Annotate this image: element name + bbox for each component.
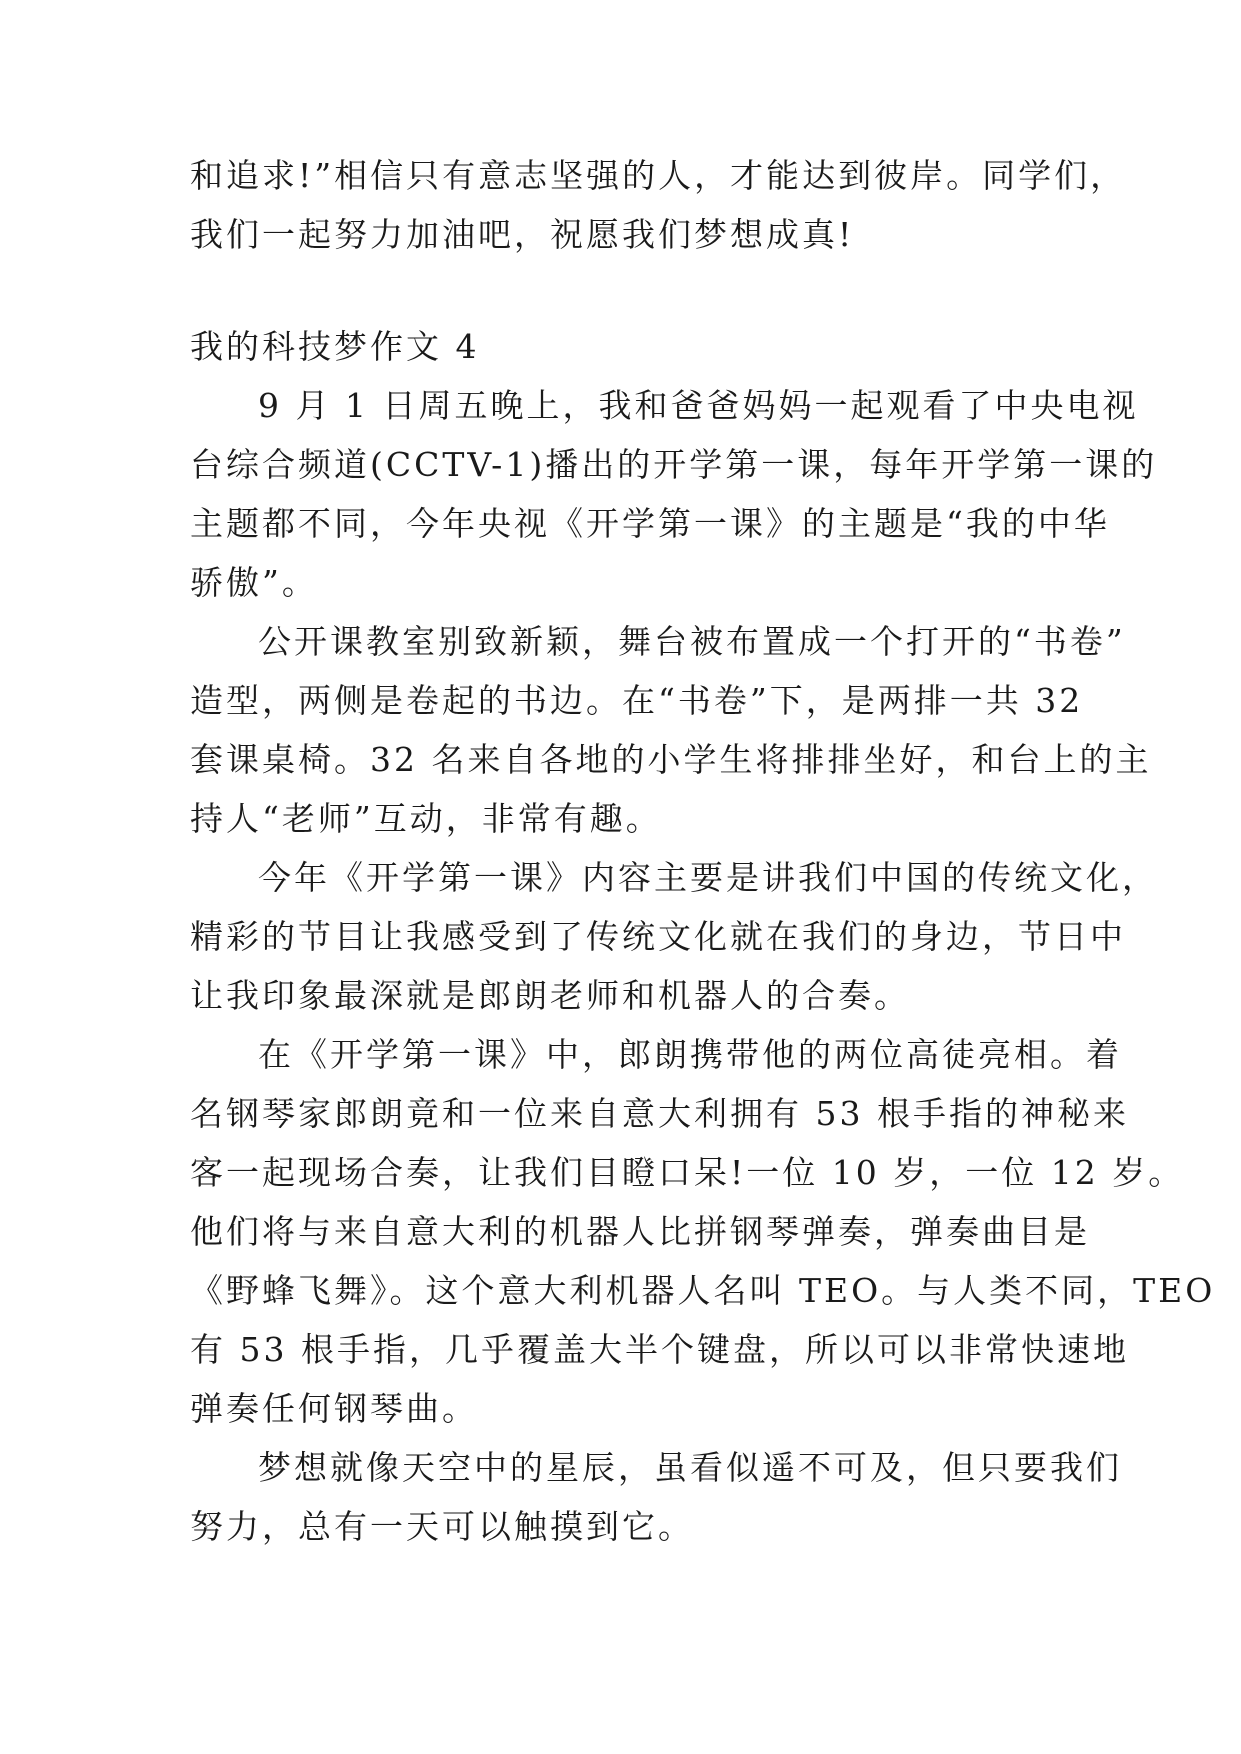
text-line: 梦想就像天空中的星辰，虽看似遥不可及，但只要我们	[258, 1448, 1122, 1487]
text-line: 公开课教室别致新颖，舞台被布置成一个打开的“书卷”	[258, 622, 1126, 661]
text-line: 台综合频道(CCTV-1)播出的开学第一课，每年开学第一课的	[190, 445, 1158, 484]
intro-text	[190, 146, 1127, 264]
text-line: 持人“老师”互动，非常有趣。	[190, 799, 662, 838]
text-line: 有 53 根手指，几乎覆盖大半个键盘，所以可以非常快速地	[190, 1330, 1129, 1369]
text-line: 名钢琴家郎朗竟和一位来自意大利拥有 53 根手指的神秘来	[190, 1094, 1129, 1133]
paragraph-1	[190, 376, 1158, 612]
text-line: 我们一起努力加油吧，祝愿我们梦想成真!	[190, 215, 855, 254]
text-line: 《野蜂飞舞》。这个意大利机器人名叫 TEO。与人类不同，TEO	[190, 1271, 1216, 1310]
paragraph-4	[190, 1025, 1216, 1438]
paragraph-3	[190, 848, 1158, 1025]
document-body	[190, 146, 1216, 1556]
text-line: 造型，两侧是卷起的书边。在“书卷”下，是两排一共 32	[190, 681, 1084, 720]
text-line: 让我印象最深就是郎朗老师和机器人的合奏。	[190, 976, 910, 1015]
text-line: 套课桌椅。32 名来自各地的小学生将排排坐好，和台上的主	[190, 740, 1152, 779]
text-line: 他们将与来自意大利的机器人比拼钢琴弹奏，弹奏曲目是	[190, 1212, 1090, 1251]
text-line: 弹奏任何钢琴曲。	[190, 1389, 478, 1428]
paragraph-gap	[190, 264, 1070, 317]
section-title: 我的科技梦作文 4	[190, 327, 480, 366]
paragraph-2	[190, 612, 1152, 848]
text-line: 精彩的节目让我感受到了传统文化就在我们的身边，节日中	[190, 917, 1126, 956]
text-line: 和追求!”相信只有意志坚强的人，才能达到彼岸。同学们，	[190, 156, 1127, 195]
text-line: 9 月 1 日周五晚上，我和爸爸妈妈一起观看了中央电视	[258, 386, 1139, 425]
text-line: 在《开学第一课》中，郎朗携带他的两位高徒亮相。着	[258, 1035, 1122, 1074]
text-line: 努力，总有一天可以触摸到它。	[190, 1507, 694, 1546]
text-line: 骄傲”。	[190, 563, 318, 602]
paragraph-5	[190, 1438, 1122, 1556]
text-line: 今年《开学第一课》内容主要是讲我们中国的传统文化，	[258, 858, 1158, 897]
text-line: 客一起现场合奏，让我们目瞪口呆!一位 10 岁，一位 12 岁。	[190, 1153, 1185, 1192]
text-line: 主题都不同，今年央视《开学第一课》的主题是“我的中华	[190, 504, 1110, 543]
